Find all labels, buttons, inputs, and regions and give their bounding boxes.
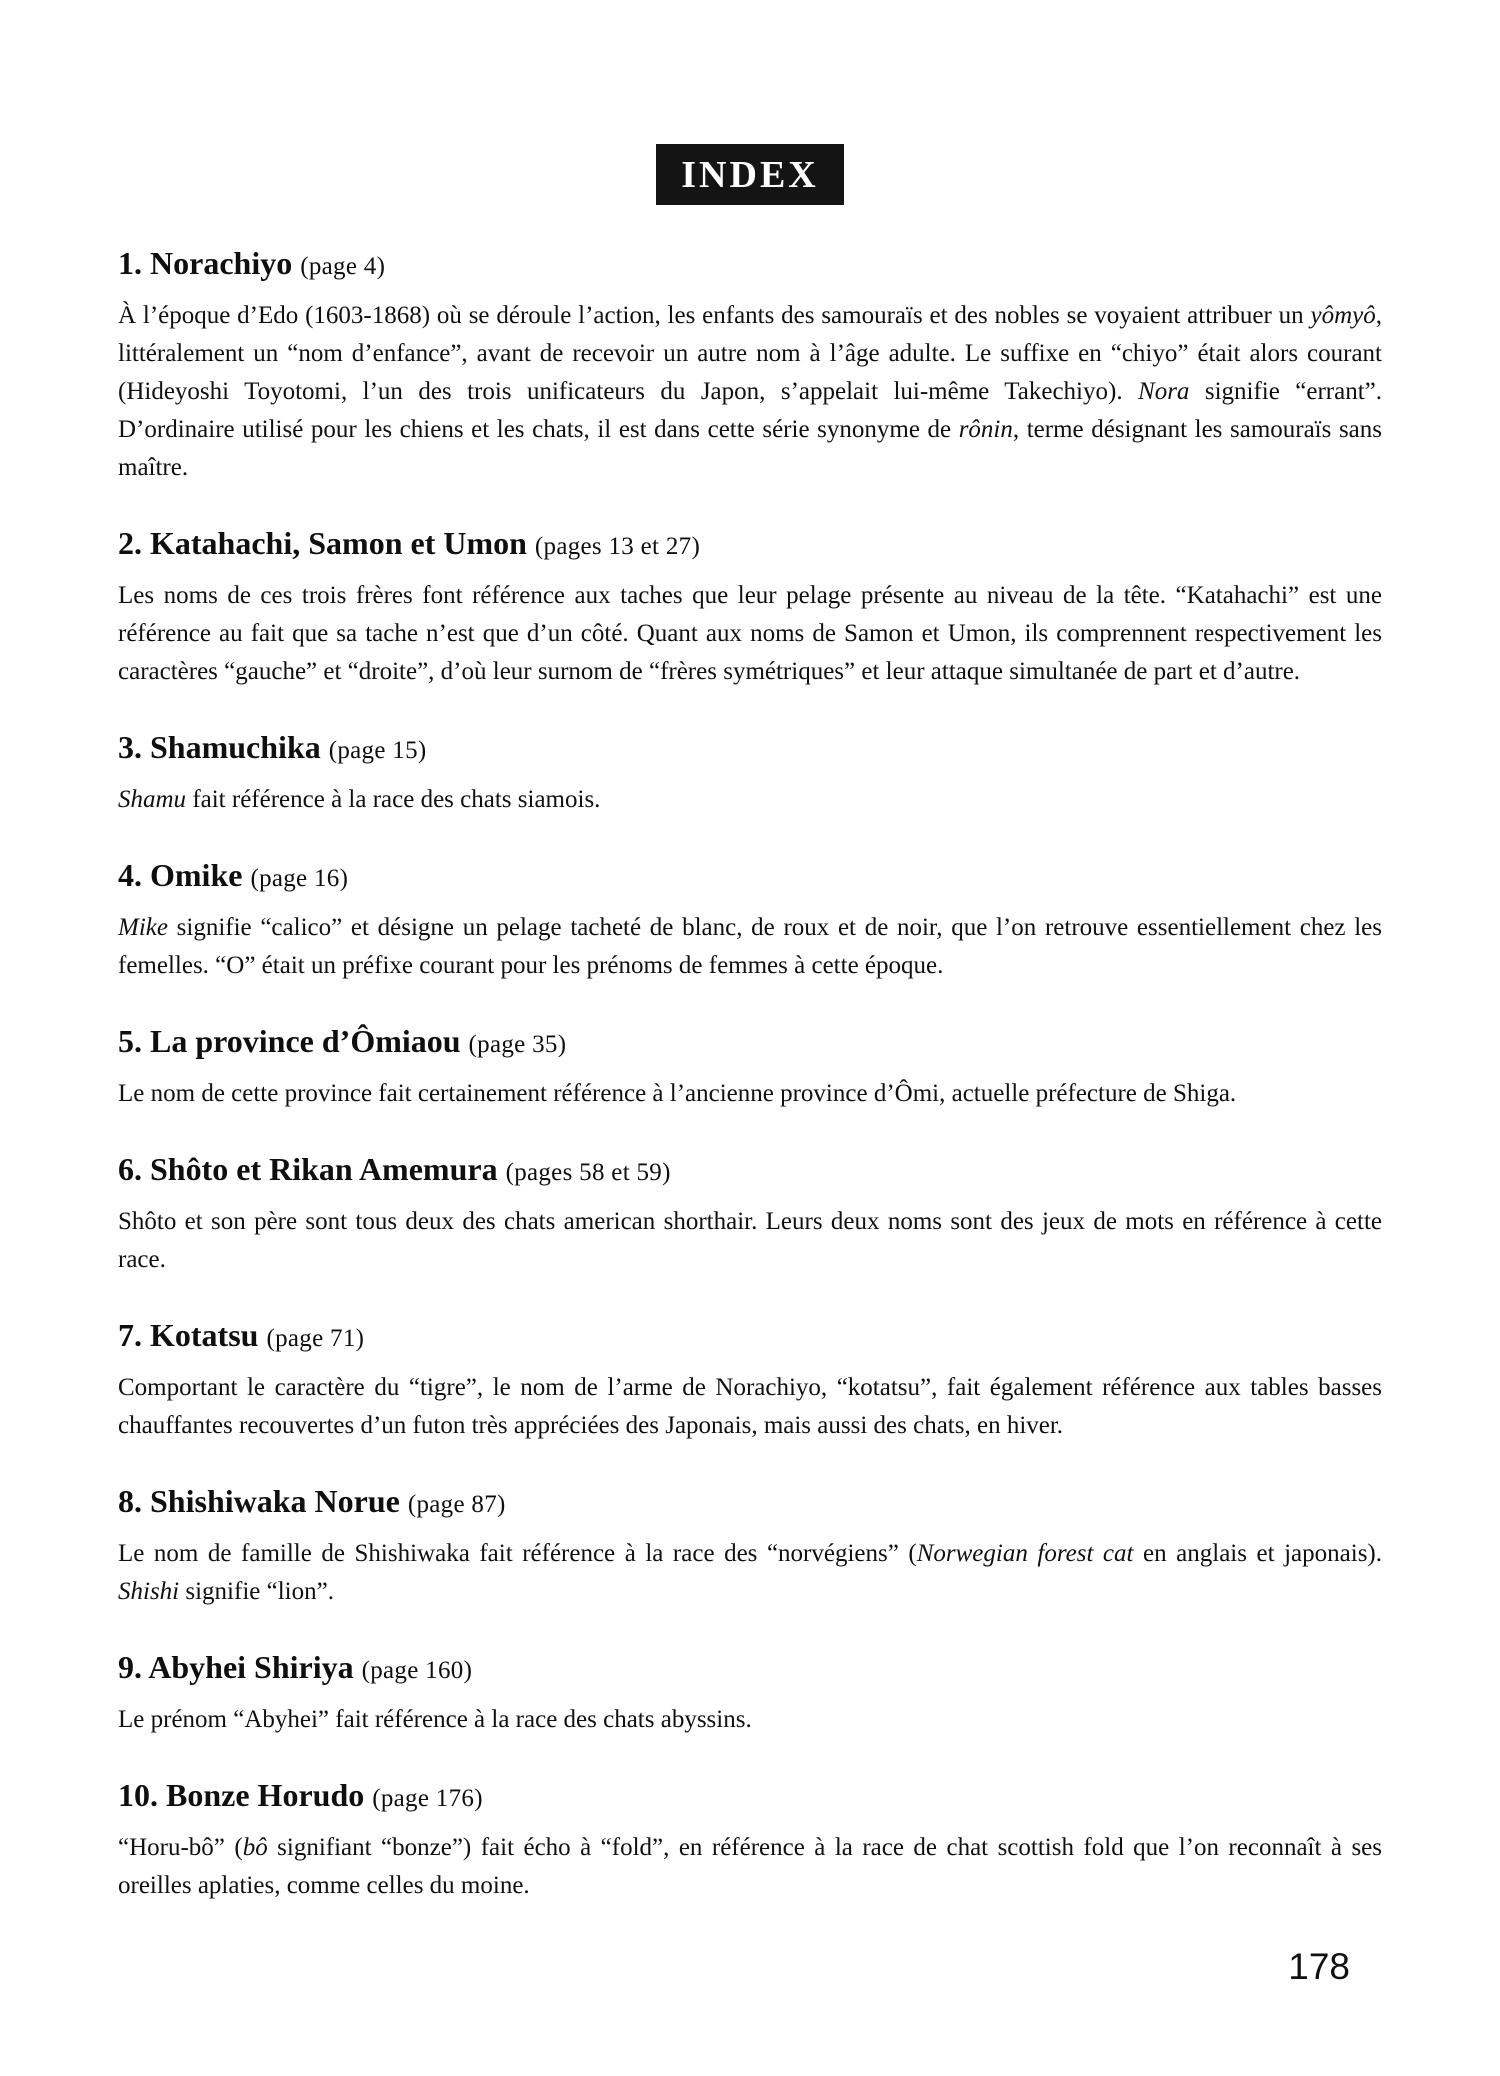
entry-name: Katahachi, Samon et Umon <box>150 525 527 561</box>
entry-page-ref: (pages 58 et 59) <box>505 1159 671 1186</box>
entry-page-ref: (page 4) <box>300 253 386 280</box>
entry-description: Comportant le caractère du “tigre”, le nom de l’arme de Norachiyo, “kotatsu”, fait également référence aux tables basses chauffantes recouvertes d’un futon très appréciées des Japonais, mais aussi des chats, en hiver. <box>118 1374 1382 1439</box>
entry-description: Shôto et son père sont tous deux des chats american shorthair. Leurs deux noms sont des jeux de mots en référence à cette race. <box>118 1208 1382 1273</box>
page-title: INDEX <box>656 144 843 205</box>
entry-name: Shamuchika <box>150 729 321 765</box>
entry-number: 4. <box>118 857 142 893</box>
entry-name: La province d’Ômiaou <box>150 1023 461 1059</box>
entry-page-ref: (page 16) <box>250 865 349 892</box>
index-entry-7 <box>118 1315 1382 1445</box>
index-entry-2 <box>118 523 1382 691</box>
entry-name: Shôto et Rikan Amemura <box>150 1151 498 1187</box>
index-entry-3 <box>118 727 1382 819</box>
entry-description: Les noms de ces trois frères font référence aux taches que leur pelage présente au niveau de la tête. “Katahachi” est une référence au fait que sa tache n’est que d’un côté. Quant aux noms de Samon et Umon, ils comprennent respectivement les caractères “gauche” et “droite”, d’où leur surnom de “frères symétriques” et leur attaque simultanée de part et d’autre. <box>118 582 1382 685</box>
entry-name: Abyhei Shiriya <box>148 1649 354 1685</box>
entry-page-ref: (pages 13 et 27) <box>534 533 701 560</box>
index-entry-1 <box>118 243 1382 487</box>
entry-name: Omike <box>150 857 243 893</box>
index-entry-4 <box>118 855 1382 985</box>
entry-heading <box>118 855 1382 899</box>
entry-page-ref: (page 176) <box>372 1785 483 1812</box>
entry-description: Le nom de cette province fait certainement référence à l’ancienne province d’Ômi, actuelle préfecture de Shiga. <box>118 1080 1237 1107</box>
index-entry-8 <box>118 1481 1382 1611</box>
index-entry-9 <box>118 1647 1382 1739</box>
entry-heading <box>118 523 1382 567</box>
index-entry-6 <box>118 1149 1382 1279</box>
entry-heading <box>118 1481 1382 1525</box>
entry-heading <box>118 1647 1382 1691</box>
entry-description: À l’époque d’Edo (1603-1868) où se déroule l’action, les enfants des samouraïs et des nobles se voyaient attribuer un yômyô, littéralement un “nom d’enfance”, avant de recevoir un autre nom à l’âge adulte. Le suffixe en “chiyo” était alors courant (Hideyoshi Toyotomi, l’un des trois unificateurs du Japon, s’appelait lui-même Takechiyo). Nora signifie “errant”. D’ordinaire utilisé pour les chiens et les chats, il est dans cette série synonyme de rônin, terme désignant les samouraïs sans maître. <box>118 302 1383 481</box>
entry-number: 7. <box>118 1317 142 1353</box>
entry-heading <box>118 1315 1382 1359</box>
entry-number: 6. <box>118 1151 142 1187</box>
entry-name: Shishiwaka Norue <box>150 1483 400 1519</box>
entry-page-ref: (page 71) <box>266 1325 365 1352</box>
entry-page-ref: (page 160) <box>361 1657 473 1684</box>
entry-number: 2. <box>118 525 142 561</box>
entry-description: Mike signifie “calico” et désigne un pelage tacheté de blanc, de roux et de noir, que l’on retrouve essentiellement chez les femelles. “O” était un préfixe courant pour les prénoms de femmes à cette époque. <box>118 914 1382 979</box>
entry-name: Bonze Horudo <box>166 1777 365 1813</box>
entry-description: Shamu fait référence à la race des chats siamois. <box>118 786 601 813</box>
entry-heading <box>118 1775 1382 1819</box>
entry-description: Le prénom “Abyhei” fait référence à la race des chats abyssins. <box>118 1706 752 1733</box>
entry-number: 8. <box>118 1483 142 1519</box>
entry-page-ref: (page 35) <box>468 1031 567 1058</box>
index-entries <box>118 243 1382 1905</box>
index-entry-10 <box>118 1775 1382 1905</box>
entry-number: 10. <box>118 1777 158 1813</box>
entry-page-ref: (page 87) <box>407 1491 506 1518</box>
entry-heading <box>118 1149 1382 1193</box>
entry-description: “Horu-bô” (bô signifiant “bonze”) fait écho à “fold”, en référence à la race de chat scottish fold que l’on reconnaît à ses oreilles aplaties, comme celles du moine. <box>118 1834 1382 1899</box>
entry-name: Kotatsu <box>150 1317 259 1353</box>
entry-number: 3. <box>118 729 142 765</box>
index-entry-5 <box>118 1021 1382 1113</box>
entry-name: Norachiyo <box>150 245 293 281</box>
entry-number: 1. <box>118 245 142 281</box>
entry-heading <box>118 243 1382 287</box>
entry-page-ref: (page 15) <box>328 737 427 764</box>
entry-description: Le nom de famille de Shishiwaka fait référence à la race des “norvégiens” (Norwegian forest cat en anglais et japonais). Shishi signifie “lion”. <box>118 1540 1382 1605</box>
entry-heading <box>118 1021 1382 1065</box>
entry-heading <box>118 727 1382 771</box>
page-number: 178 <box>1288 1946 1350 1987</box>
entry-number: 5. <box>118 1023 142 1059</box>
entry-number: 9. <box>118 1649 142 1685</box>
